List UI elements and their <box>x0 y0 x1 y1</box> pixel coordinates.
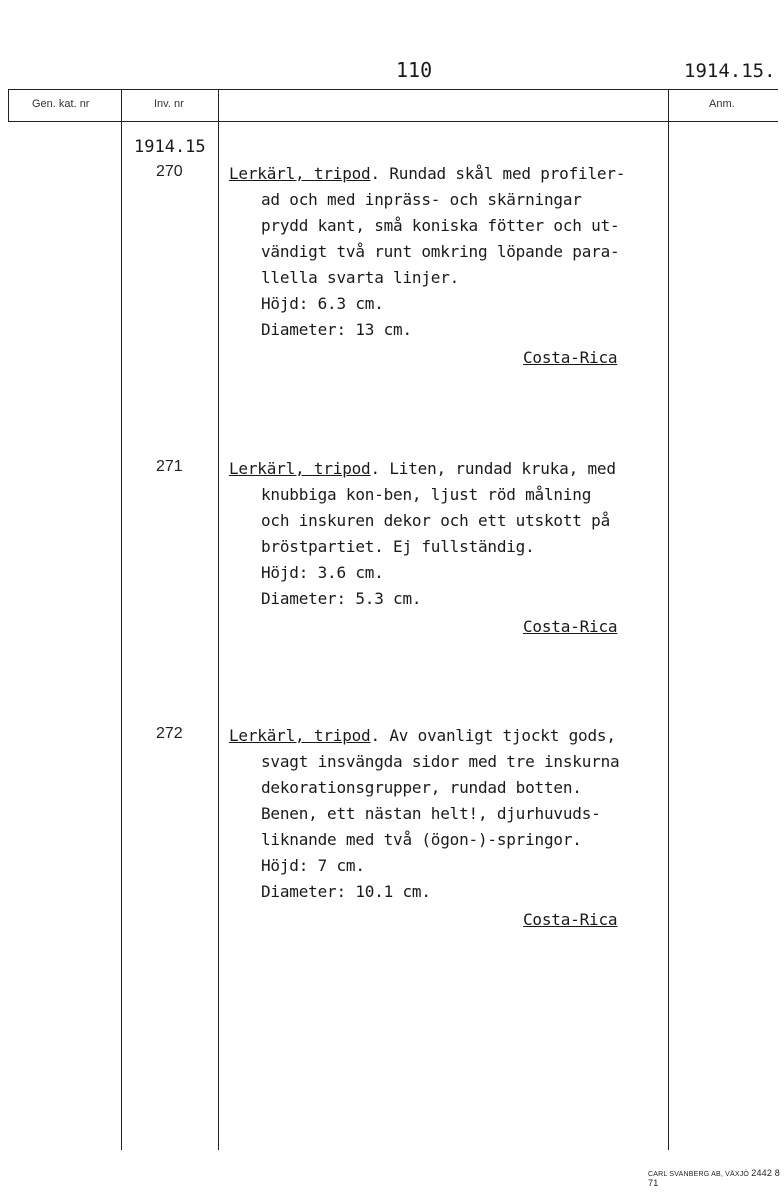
printer-code: 2442 8 71 <box>648 1168 780 1188</box>
column-divider-3 <box>218 89 219 1150</box>
year-code: 1914.15. <box>684 60 776 82</box>
column-divider-4 <box>668 89 669 1150</box>
entry-first-line-rest: . Rundad skål med profiler- <box>370 164 626 183</box>
entry-line: dekorationsgrupper, rundad botten. <box>261 778 582 797</box>
entry-origin: Costa-Rica <box>523 910 618 929</box>
entry-line: liknande med två (ögon-)-springor. <box>261 830 582 849</box>
entry-diameter: Diameter: 10.1 cm. <box>261 882 431 901</box>
entry-line: Benen, ett nästan helt!, djurhuvuds- <box>261 804 601 823</box>
header-top-rule <box>8 89 778 90</box>
entry-271 <box>229 459 665 649</box>
entry-first-line <box>229 164 625 183</box>
entry-270 <box>229 164 665 374</box>
column-divider-1 <box>8 89 9 122</box>
entry-title: Lerkärl, tripod <box>229 164 371 183</box>
entry-title: Lerkärl, tripod <box>229 726 371 745</box>
entry-height: Höjd: 3.6 cm. <box>261 563 384 582</box>
entry-line: och inskuren dekor och ett utskott på <box>261 511 611 530</box>
printer-mark <box>648 1168 784 1188</box>
printer-name: CARL SVANBERG AB, VÄXJÖ <box>648 1171 750 1178</box>
entry-first-line-rest: . Liten, rundad kruka, med <box>370 459 616 478</box>
header-bottom-rule <box>8 121 778 122</box>
entry-origin: Costa-Rica <box>523 348 618 367</box>
entry-line: bröstpartiet. Ej fullständig. <box>261 537 535 556</box>
entry-272 <box>229 726 665 936</box>
page-number: 110 <box>396 58 433 82</box>
column-header-inv-nr: Inv. nr <box>154 98 184 110</box>
entry-height: Höjd: 6.3 cm. <box>261 294 384 313</box>
entry-line: svagt insvängda sidor med tre inskurna <box>261 752 620 771</box>
column-header-gen-kat-nr: Gen. kat. nr <box>32 98 90 110</box>
entry-diameter: Diameter: 13 cm. <box>261 320 412 339</box>
entry-diameter: Diameter: 5.3 cm. <box>261 589 422 608</box>
entry-first-line <box>229 459 616 478</box>
inv-nr-272: 272 <box>156 725 183 742</box>
column-divider-2 <box>121 89 122 1150</box>
column-header-anm: Anm. <box>709 98 735 110</box>
entry-title: Lerkärl, tripod <box>229 459 371 478</box>
inv-nr-271: 271 <box>156 458 183 475</box>
entry-height: Höjd: 7 cm. <box>261 856 365 875</box>
entry-line: prydd kant, små koniska fötter och ut- <box>261 216 620 235</box>
entry-first-line <box>229 726 616 745</box>
entry-line: llella svarta linjer. <box>261 268 460 287</box>
entry-origin: Costa-Rica <box>523 617 618 636</box>
year-label: 1914.15 <box>134 137 206 157</box>
entry-line: vändigt två runt omkring löpande para- <box>261 242 620 261</box>
entry-line: ad och med inpräss- och skärningar <box>261 190 582 209</box>
entry-first-line-rest: . Av ovanligt tjockt gods, <box>370 726 616 745</box>
inv-nr-270: 270 <box>156 163 183 180</box>
entry-line: knubbiga kon-ben, ljust röd målning <box>261 485 592 504</box>
